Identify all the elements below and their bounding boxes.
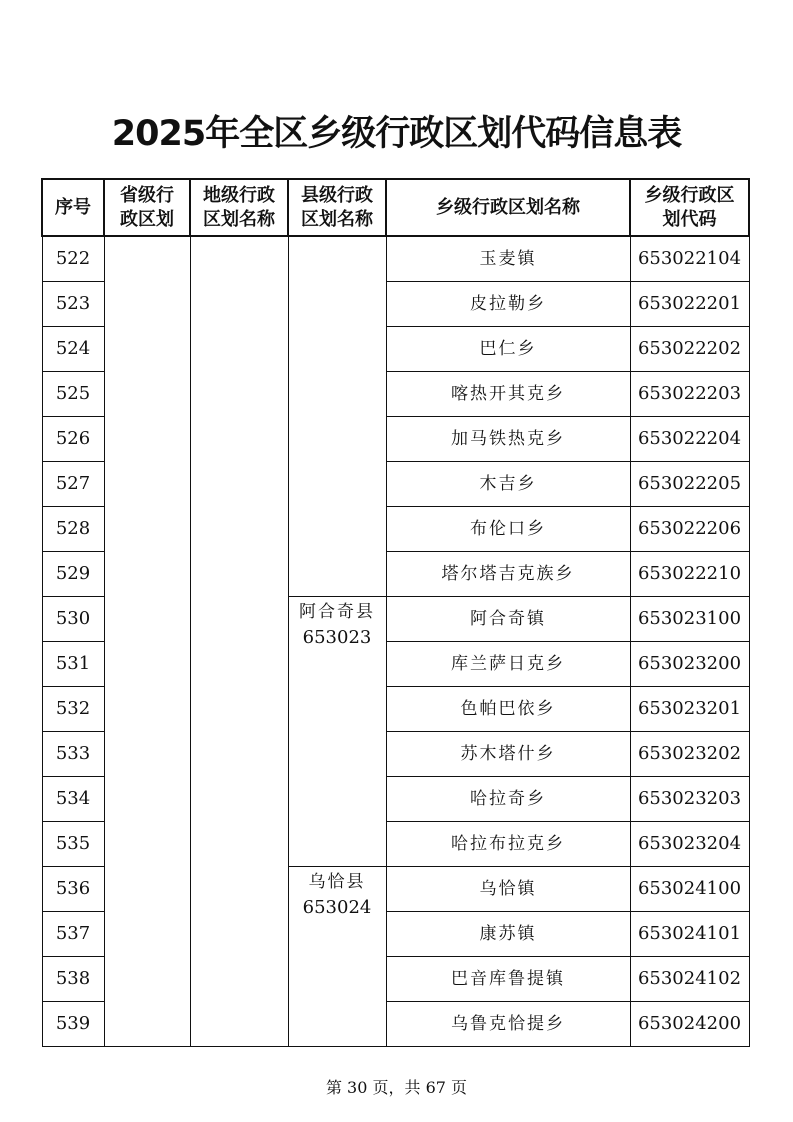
township-name-cell: 康苏镇 (386, 911, 630, 956)
header-prefecture (190, 179, 288, 236)
township-code-cell: 653024200 (630, 1001, 749, 1046)
township-code-cell: 653024102 (630, 956, 749, 1001)
township-code-cell: 653023203 (630, 776, 749, 821)
seq-cell: 530 (42, 596, 104, 641)
page-title: 2025年全区乡级行政区划代码信息表 (111, 114, 682, 154)
seq-cell: 532 (42, 686, 104, 731)
seq-cell: 533 (42, 731, 104, 776)
township-code-cell: 653023100 (630, 596, 749, 641)
header-county-line-2: 区划名称 (301, 208, 373, 230)
header-prefecture-line-1: 地级行政 (203, 184, 275, 206)
county-cell (288, 596, 386, 866)
table-header-row (42, 179, 749, 236)
township-code-cell: 653022205 (630, 461, 749, 506)
county-cell (288, 866, 386, 1046)
township-name-cell: 阿合奇镇 (386, 596, 630, 641)
header-province-line-1: 省级行 (120, 184, 174, 206)
township-code-cell: 653022206 (630, 506, 749, 551)
header-county (288, 179, 386, 236)
township-name-cell: 哈拉奇乡 (386, 776, 630, 821)
header-code-line-1: 乡级行政区 (644, 184, 735, 206)
seq-cell: 523 (42, 281, 104, 326)
township-name-cell: 库兰萨日克乡 (386, 641, 630, 686)
seq-cell: 537 (42, 911, 104, 956)
township-name-cell: 布伦口乡 (386, 506, 630, 551)
county-code: 653024 (302, 896, 372, 918)
township-name-cell: 喀热开其克乡 (386, 371, 630, 416)
seq-cell: 531 (42, 641, 104, 686)
township-name-cell: 色帕巴依乡 (386, 686, 630, 731)
township-code-cell: 653022210 (630, 551, 749, 596)
header-county-line-1: 县级行政 (301, 184, 373, 206)
township-code-cell: 653022104 (630, 236, 749, 281)
township-code-cell: 653023200 (630, 641, 749, 686)
header-seq: 序号 (42, 179, 104, 236)
township-code-cell: 653023204 (630, 821, 749, 866)
township-code-cell: 653024101 (630, 911, 749, 956)
county-name: 乌恰县 (308, 871, 366, 892)
seq-cell: 524 (42, 326, 104, 371)
township-name-cell: 玉麦镇 (386, 236, 630, 281)
county-name: 阿合奇县 (299, 601, 375, 622)
page-footer: 第 30 页，共 67 页 (325, 1078, 468, 1097)
seq-cell: 536 (42, 866, 104, 911)
header-township: 乡级行政区划名称 (386, 179, 630, 236)
township-code-cell: 653023201 (630, 686, 749, 731)
township-name-cell: 乌鲁克恰提乡 (386, 1001, 630, 1046)
township-name-cell: 哈拉布拉克乡 (386, 821, 630, 866)
division-code-table (41, 178, 750, 1047)
seq-cell: 529 (42, 551, 104, 596)
township-code-cell: 653023202 (630, 731, 749, 776)
seq-cell: 528 (42, 506, 104, 551)
township-name-cell: 塔尔塔吉克族乡 (386, 551, 630, 596)
township-code-cell: 653022204 (630, 416, 749, 461)
township-name-cell: 巴仁乡 (386, 326, 630, 371)
township-code-cell: 653024100 (630, 866, 749, 911)
township-name-cell: 加马铁热克乡 (386, 416, 630, 461)
county-cell (288, 236, 386, 596)
header-code (630, 179, 749, 236)
table-row (42, 236, 749, 281)
header-province-line-2: 政区划 (120, 208, 174, 230)
seq-cell: 534 (42, 776, 104, 821)
header-code-line-2: 划代码 (662, 208, 717, 230)
province-cell (104, 236, 190, 1046)
township-code-cell: 653022202 (630, 326, 749, 371)
prefecture-cell (190, 236, 288, 1046)
seq-cell: 527 (42, 461, 104, 506)
seq-cell: 525 (42, 371, 104, 416)
seq-cell: 522 (42, 236, 104, 281)
header-prefecture-line-2: 区划名称 (203, 208, 275, 230)
township-name-cell: 木吉乡 (386, 461, 630, 506)
township-name-cell: 乌恰镇 (386, 866, 630, 911)
township-code-cell: 653022201 (630, 281, 749, 326)
township-name-cell: 苏木塔什乡 (386, 731, 630, 776)
seq-cell: 535 (42, 821, 104, 866)
seq-cell: 538 (42, 956, 104, 1001)
seq-cell: 539 (42, 1001, 104, 1046)
header-province (104, 179, 190, 236)
township-code-cell: 653022203 (630, 371, 749, 416)
county-code: 653023 (302, 626, 372, 648)
township-name-cell: 巴音库鲁提镇 (386, 956, 630, 1001)
seq-cell: 526 (42, 416, 104, 461)
township-name-cell: 皮拉勒乡 (386, 281, 630, 326)
